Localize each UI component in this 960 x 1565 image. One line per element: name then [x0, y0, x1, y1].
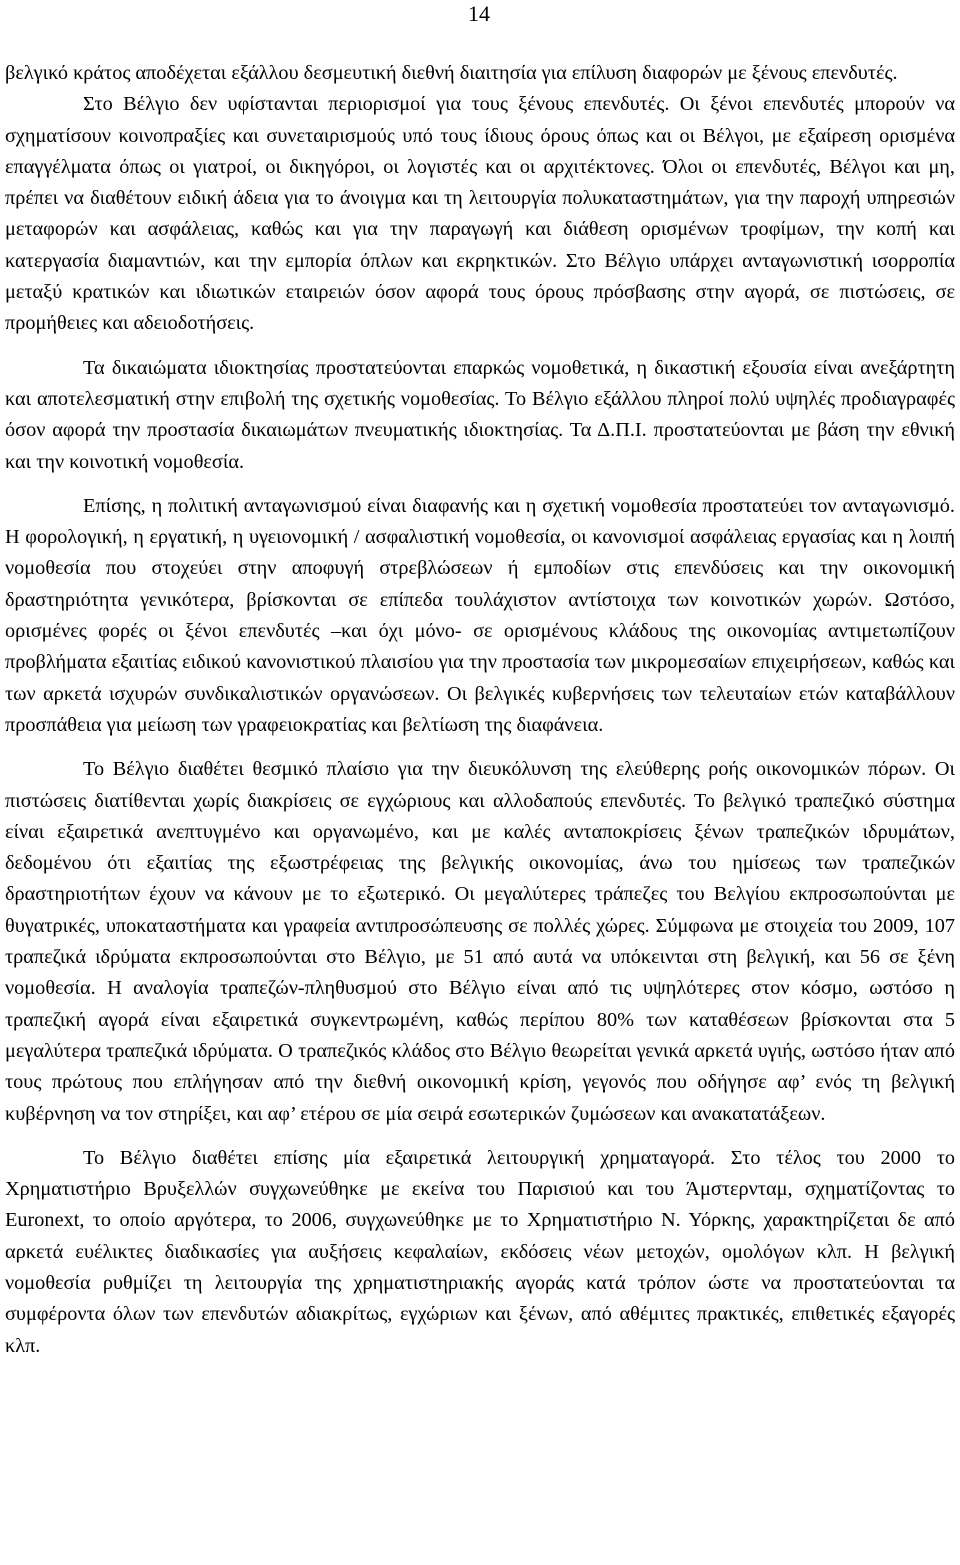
paragraph-property-rights: Τα δικαιώματα ιδιοκτησίας προστατεύονται επαρκώς νομοθετικά, η δικαστική εξουσία είναι ανεξάρτητη και αποτελεσματική στην επιβολή της σχετικής νομοθεσίας. Το Βέλγιο εξάλλου πληροί πολύ υψηλές προδιαγραφές όσον αφορά την προστασία δικαιωμάτων πνευματικής ιδιοκτησίας. Τα Δ.Π.Ι. προστατεύονται με βάση την εθνική και την κοινοτική νομοθεσία. — [5, 356, 955, 473]
page-number: 14 — [468, 1, 490, 26]
document-body — [5, 58, 955, 1362]
paragraph-foreign-investors: Στο Βέλγιο δεν υφίστανται περιορισμοί για τους ξένους επενδυτές. Οι ξένοι επενδυτές μπορούν να σχηματίσουν κοινοπραξίες και συνεταιρισμούς υπό τους ίδιους όρους όπως και οι Βέλγοι, με εξαίρεση ορισμένα επαγγέλματα όπως οι γιατροί, οι δικηγόροι, οι λογιστές και οι αρχιτέκτονες. Όλοι οι επενδυτές, Βέλγοι και μη, πρέπει να διαθέτουν ειδική άδεια για το άνοιγμα και τη λειτουργία πολυκαταστημάτων, για την παροχή υπηρεσιών μεταφορών και ασφάλειας, καθώς και για την παραγωγή και διάθεση ορισμένων τροφίμων, την κοπή και κατεργασία διαμαντιών, και την εμπορία όπλων και εκρηκτικών. Στο Βέλγιο υπάρχει ανταγωνιστική ισορροπία μεταξύ κρατικών και ιδιωτικών εταιρειών όσον αφορά τους όρους πρόσβασης στην αγορά, σε πιστώσεις, σε προμήθειες και αδειοδοτήσεις. — [5, 93, 955, 335]
paragraph-stock-market: Το Βέλγιο διαθέτει επίσης μία εξαιρετικά λειτουργική χρηματαγορά. Στο τέλος του 2000 το Χρηματιστήριο Βρυξελλών συγχωνεύθηκε με εκείνα του Παρισιού και του Άμστερνταμ, σχηματίζοντας το Euronext, το οποίο αργότερα, το 2006, συγχωνεύθηκε με το Χρηματιστήριο Ν. Υόρκης, χαρακτηρίζεται δε από αρκετά ευέλικτες διαδικασίες για αυξήσεις κεφαλαίων, εκδόσεις νέων μετοχών, ομολόγων κλπ. Η βελγική νομοθεσία ρυθμίζει τη λειτουργία της χρηματιστηριακής αγοράς κατά τρόπον ώστε να προστατεύονται τα συμφέροντα όλων των επενδυτών αδιακρίτως, εγχώριων και ξένων, από αθέμιτες πρακτικές, επιθετικές εξαγορές κλπ. — [5, 1146, 955, 1357]
paragraph-competition-policy: Επίσης, η πολιτική ανταγωνισμού είναι διαφανής και η σχετική νομοθεσία προστατεύει τον ανταγωνισμό. Η φορολογική, η εργατική, η υγειονομική / ασφαλιστική νομοθεσία, οι κανονισμοί ασφάλειας εργασίας και η λοιπή νομοθεσία που στοχεύει στην αποφυγή στρεβλώσεων ή εμποδίων στις επενδύσεις και την οικονομική δραστηριότητα γενικότερα, βρίσκονται σε επίπεδα τουλάχιστον αντίστοιχα των κοινοτικών χωρών. Ωστόσο, ορισμένες φορές οι ξένοι επενδυτές –και όχι μόνο- σε ορισμένους κλάδους της οικονομίας αντιμετωπίζουν προβλήματα εξαιτίας ειδικού κανονιστικού πλαισίου για την προστασία των μικρομεσαίων επιχειρήσεων, καθώς και των αρκετά ισχυρών συνδικαλιστικών οργανώσεων. Οι βελγικές κυβερνήσεις των τελευταίων ετών καταβάλλουν προσπάθεια για μείωση των γραφειοκρατίας και βελτίωση της διαφάνεια. — [5, 494, 955, 736]
paragraph-continuation: βελγικό κράτος αποδέχεται εξάλλου δεσμευτική διεθνή διαιτησία για επίλυση διαφορών με ξένους επενδυτές. — [5, 62, 898, 84]
paragraph-banking-system: Το Βέλγιο διαθέτει θεσμικό πλαίσιο για την διευκόλυνση της ελεύθερης ροής οικονομικών πόρων. Οι πιστώσεις διατίθενται χωρίς διακρίσεις σε εγχώριους και αλλοδαπούς επενδυτές. Το βελγικό τραπεζικό σύστημα είναι εξαιρετικά ανεπτυγμένο και οργανωμένο, και με καλές ανταποκρίσεις ξένων τραπεζικών ιδρυμάτων, δεδομένου ότι εξαιτίας της εξωστρέφειας της βελγικής οικονομίας, άνω του ημίσεως των τραπεζικών δραστηριοτήτων έχουν να κάνουν με το εξωτερικό. Οι μεγαλύτερες τράπεζες του Βελγίου εκπροσωπούνται με θυγατρικές, υποκαταστήματα και γραφεία αντιπροσώπευσης σε πολλές χώρες. Σύμφωνα με στοιχεία του 2009, 107 τραπεζικά ιδρύματα εκπροσωπούνται στο Βέλγιο, με 51 από αυτά να υπόκεινται στη βελγική, και 56 σε ξένη νομοθεσία. Η αναλογία τραπεζών-πληθυσμού στο Βέλγιο είναι από τις υψηλότερες στον κόσμο, ωστόσο η τραπεζική αγορά είναι εξαιρετικά συγκεντρωμένη, καθώς περίπου 80% των καταθέσεων βρίσκονται στα 5 μεγαλύτερα τραπεζικά ιδρύματα. Ο τραπεζικός κλάδος στο Βέλγιο θεωρείται γενικά αρκετά υγιής, ωστόσο ήταν από τους πρώτους που επλήγησαν από την διεθνή οικονομική κρίση, γεγονός που οδήγησε αφ’ ενός τη βελγική κυβέρνηση να τον στηρίξει, και αφ’ ετέρου σε μία σειρά εσωτερικών ζυμώσεων και ανακατατάξεων. — [5, 758, 955, 1125]
